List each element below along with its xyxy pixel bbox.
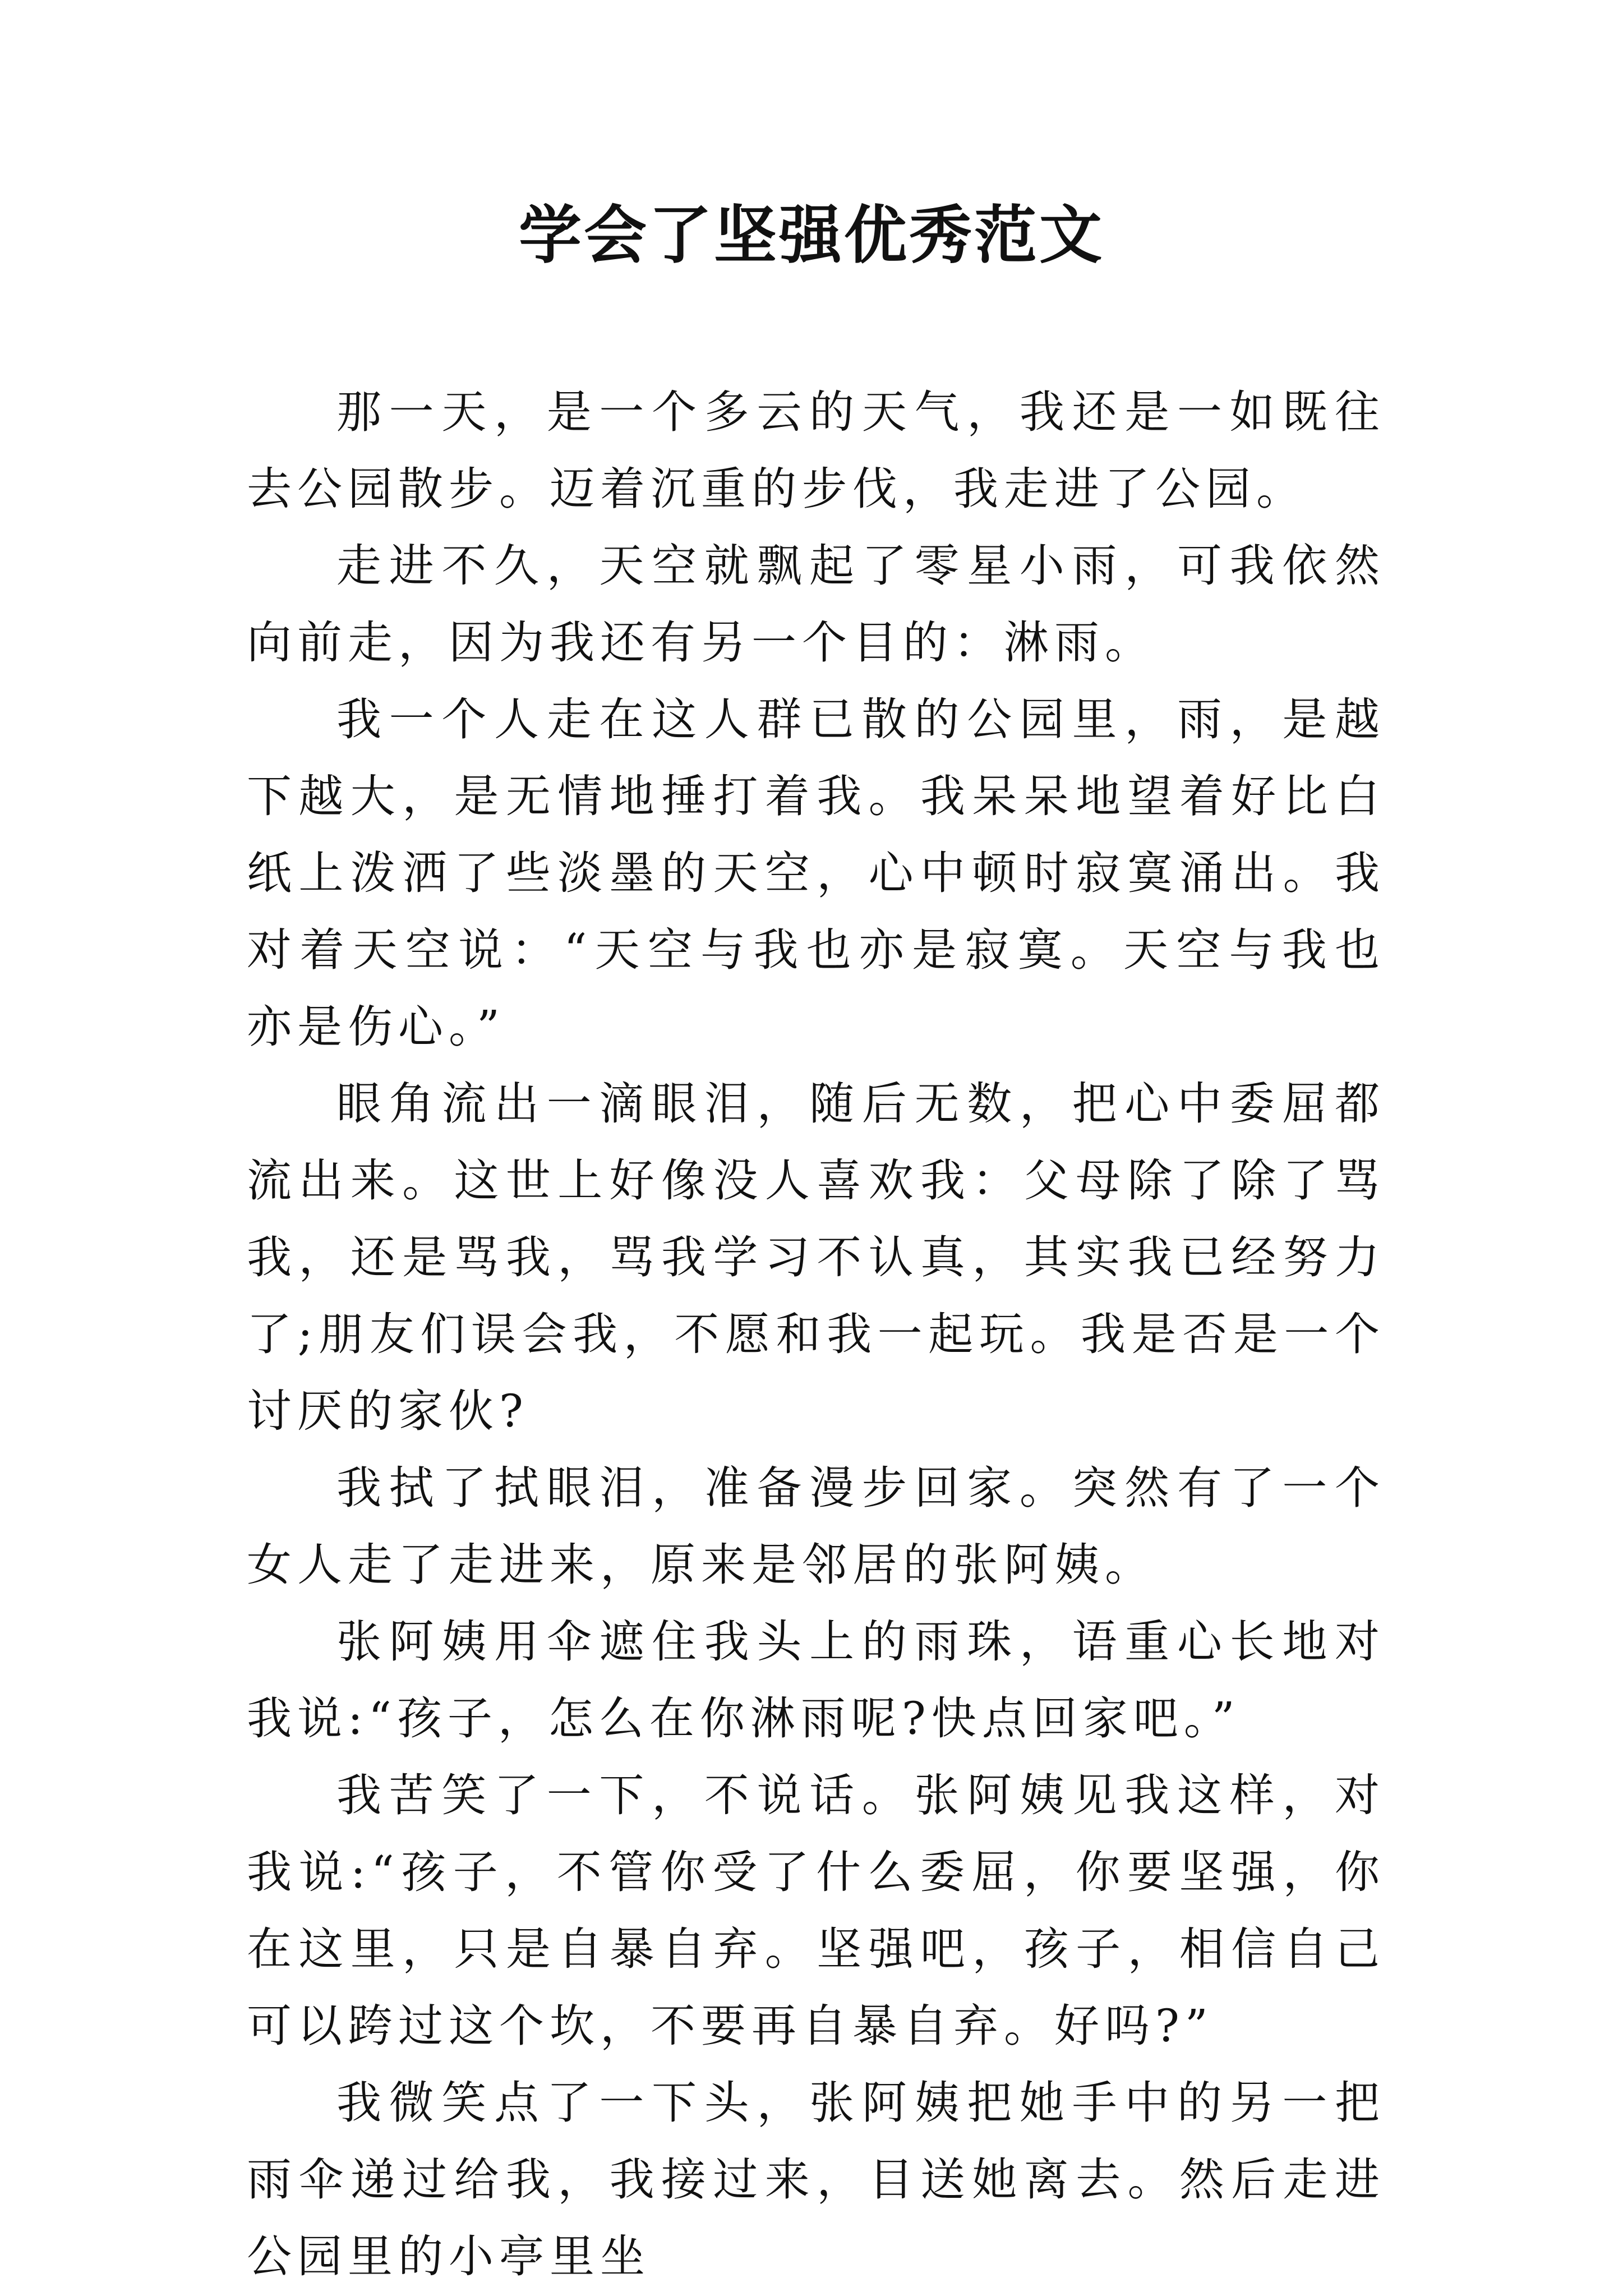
paragraph: 那一天，是一个多云的天气，我还是一如既往去公园散步。迈着沉重的步伐，我走进了公园。	[247, 386, 1385, 515]
paragraph: 我微笑点了一下头，张阿姨把她手中的另一把雨伞递过给我，我接过来，目送她离去。然后走进公园里的小亭里坐	[247, 2077, 1385, 2283]
paragraph: 张阿姨用伞遮住我头上的雨珠，语重心长地对我说:“孩子，怎么在你淋雨呢?快点回家吧。”	[247, 1616, 1385, 1745]
paragraph: 我拭了拭眼泪，准备漫步回家。突然有了一个女人走了走进来，原来是邻居的张阿姨。	[247, 1462, 1385, 1591]
document-title: 学会了坚强优秀范文	[519, 199, 1104, 272]
paragraph: 眼角流出一滴眼泪，随后无数，把心中委屈都流出来。这世上好像没人喜欢我：父母除了除了骂我，还是骂我，骂我学习不认真，其实我已经努力了;朋友们误会我，不愿和我一起玩。我是否是一个讨厌的家伙?	[247, 1078, 1385, 1437]
paragraph: 我一个人走在这人群已散的公园里，雨，是越下越大，是无情地捶打着我。我呆呆地望着好比白纸上泼洒了些淡墨的天空，心中顿时寂寞涌出。我对着天空说：“天空与我也亦是寂寞。天空与我也亦是伤心。”	[247, 693, 1385, 1053]
document-body	[247, 374, 1385, 2295]
paragraph: 我苦笑了一下，不说话。张阿姨见我这样，对我说:“孩子，不管你受了什么委屈，你要坚强，你在这里，只是自暴自弃。坚强吧，孩子，相信自己可以跨过这个坎，不要再自暴自弃。好吗?”	[247, 1769, 1385, 2052]
paragraph: 走进不久，天空就飘起了零星小雨，可我依然向前走，因为我还有另一个目的：淋雨。	[247, 540, 1385, 669]
